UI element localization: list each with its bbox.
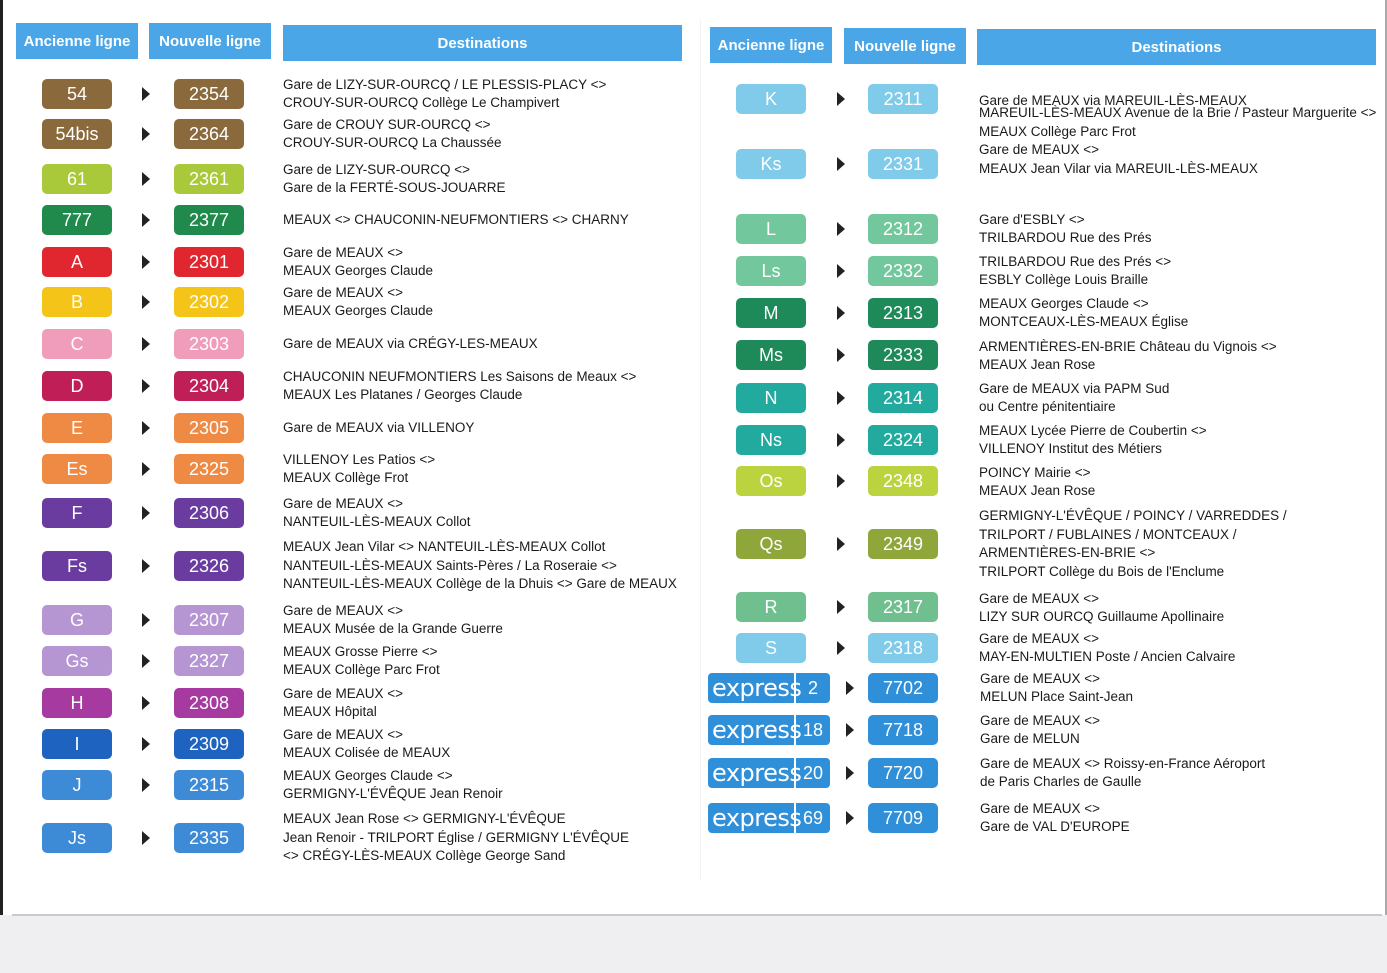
arrow-icon xyxy=(142,506,150,520)
new-line-badge: 2314 xyxy=(868,383,938,413)
new-line-badge: 2326 xyxy=(174,551,244,581)
old-line-badge: R xyxy=(736,592,806,622)
old-line-badge: B xyxy=(42,287,112,317)
destination xyxy=(283,368,636,405)
arrow-icon xyxy=(846,811,854,825)
new-line-badge: 7709 xyxy=(868,803,938,833)
destination-line: ou Centre pénitentiaire xyxy=(979,399,1116,414)
arrow-icon xyxy=(846,681,854,695)
arrow-icon xyxy=(837,92,845,106)
destination-line: NANTEUIL-LÈS-MEAUX Collège de la Dhuis <> Gare de MEAUX xyxy=(283,576,677,592)
destination-line: MEAUX Musée de la Grande Guerre xyxy=(283,621,503,636)
destination-line: Gare de MELUN xyxy=(980,731,1080,746)
new-line-badge: 2325 xyxy=(174,454,244,484)
destination-line: MEAUX Collège Parc Frot xyxy=(979,123,1136,139)
destination-line: Gare de MEAUX <> xyxy=(980,800,1101,816)
new-line-badge: 2332 xyxy=(868,256,938,286)
old-line-badge: Ns xyxy=(736,425,806,455)
destination-line: Gare de MEAUX <> xyxy=(980,670,1101,686)
arrow-icon xyxy=(837,474,845,488)
destination-line: Gare de MEAUX via MAREUIL-LÈS-MEAUX xyxy=(979,92,1247,108)
destination-line: MEAUX Georges Claude <> xyxy=(283,767,453,783)
destination-line: MEAUX Georges Claude xyxy=(283,263,434,278)
express-label: express xyxy=(712,759,802,787)
destination-line: Gare de MEAUX via VILLENOY xyxy=(283,419,475,435)
new-line-badge: 2315 xyxy=(174,770,244,800)
express-line-badge xyxy=(708,673,830,703)
old-line-badge: Ks xyxy=(736,149,806,179)
arrow-icon xyxy=(837,264,845,278)
destination-line: MEAUX Georges Claude xyxy=(283,303,434,318)
destination xyxy=(283,643,440,680)
destination xyxy=(979,380,1169,417)
destination xyxy=(283,211,629,230)
old-line-badge: I xyxy=(42,729,112,759)
old-line-badge: Js xyxy=(42,823,112,853)
new-line-badge: 2331 xyxy=(868,149,938,179)
destination-line: Gare de MEAUX <> xyxy=(979,142,1100,157)
destination xyxy=(283,685,403,722)
arrow-icon xyxy=(142,295,150,309)
arrow-icon xyxy=(142,421,150,435)
arrow-icon xyxy=(837,433,845,447)
destination xyxy=(979,338,1277,375)
new-line-badge: 7702 xyxy=(868,673,938,703)
old-line-badge: 54 xyxy=(42,79,112,109)
express-line-badge xyxy=(708,715,830,745)
express-label: express xyxy=(712,674,802,702)
old-line-badge: A xyxy=(42,247,112,277)
destination-line: Gare de LIZY-SUR-OURCQ / LE PLESSIS-PLACY <> xyxy=(283,76,607,92)
destination-line: TRILBARDOU Rue des Prés <> xyxy=(979,253,1172,269)
destination-line: MEAUX Jean Vilar via MAREUIL-LÈS-MEAUX xyxy=(979,160,1258,176)
destination-line: CROUY-SUR-OURCQ Collège Le Champivert xyxy=(283,95,560,110)
arrow-icon xyxy=(837,348,845,362)
destination-line: Gare de MEAUX <> xyxy=(283,495,404,511)
new-line-badge: 2318 xyxy=(868,633,938,663)
destination-line: Gare de MEAUX <> xyxy=(283,726,404,742)
destination-line: Gare de MEAUX via CRÉGY-LES-MEAUX xyxy=(283,335,538,351)
new-line-badge: 2302 xyxy=(174,287,244,317)
arrow-icon xyxy=(142,127,150,141)
destination xyxy=(283,767,503,804)
destination-line: CROUY-SUR-OURCQ La Chaussée xyxy=(283,135,502,150)
destination xyxy=(283,810,629,866)
arrow-icon xyxy=(142,255,150,269)
bottom-divider xyxy=(12,914,1382,916)
new-line-badge: 2377 xyxy=(174,205,244,235)
destination-line: MEAUX Collège Parc Frot xyxy=(283,662,440,677)
destination xyxy=(980,670,1133,707)
destination xyxy=(979,464,1095,501)
new-line-badge: 2364 xyxy=(174,119,244,149)
destination-line: VILLENOY Les Patios <> xyxy=(283,451,436,467)
new-line-badge: 2361 xyxy=(174,164,244,194)
old-line-badge: D xyxy=(42,371,112,401)
destination-line: ARMENTIÈRES-EN-BRIE <> xyxy=(979,545,1156,560)
destination xyxy=(283,335,538,354)
destination-line: GERMIGNY-L'ÉVÊQUE / POINCY / VARREDDES / xyxy=(979,508,1287,523)
new-line-badge: 2311 xyxy=(868,84,938,114)
destination xyxy=(979,630,1235,667)
new-line-badge: 2308 xyxy=(174,688,244,718)
arrow-icon xyxy=(837,600,845,614)
old-line-badge: E xyxy=(42,413,112,443)
destination-line: MELUN Place Saint-Jean xyxy=(980,689,1134,704)
header-old-line-left: Ancienne ligne xyxy=(16,23,138,59)
destination-line: MEAUX Lycée Pierre de Coubertin <> xyxy=(979,422,1207,438)
destination-line: MEAUX Jean Rose xyxy=(979,357,1096,372)
destination xyxy=(979,104,1376,178)
arrow-icon xyxy=(142,337,150,351)
destination-line: Gare de MEAUX <> xyxy=(283,284,404,300)
old-line-badge: 61 xyxy=(42,164,112,194)
destination-line: TRILPORT / FUBLAINES / MONTCEAUX / xyxy=(979,526,1237,542)
scan-edge-left xyxy=(0,0,3,973)
destination-line: MEAUX Hôpital xyxy=(283,704,377,719)
destination-line: ESBLY Collège Louis Braille xyxy=(979,272,1149,287)
arrow-icon xyxy=(837,222,845,236)
destination-line: ARMENTIÈRES-EN-BRIE Château du Vignois <> xyxy=(979,338,1277,354)
new-line-badge: 2333 xyxy=(868,340,938,370)
arrow-icon xyxy=(142,696,150,710)
arrow-icon xyxy=(837,537,845,551)
destination xyxy=(283,602,503,639)
destination-line: Gare de LIZY-SUR-OURCQ <> xyxy=(283,161,471,177)
arrow-icon xyxy=(837,641,845,655)
destination-line: TRILBARDOU Rue des Prés xyxy=(979,230,1152,245)
destination-line: MEAUX Jean Vilar <> NANTEUIL-LÈS-MEAUX Collot xyxy=(283,539,606,555)
destination-line: TRILPORT Collège du Bois de l'Enclume xyxy=(979,563,1225,579)
express-line-badge xyxy=(708,758,830,788)
destination-line: Gare de MEAUX <> xyxy=(283,244,404,260)
destination xyxy=(283,726,450,763)
bottom-margin xyxy=(0,915,1387,973)
new-line-badge: 7720 xyxy=(868,758,938,788)
arrow-icon xyxy=(142,379,150,393)
destination xyxy=(283,161,506,198)
new-line-badge: 2306 xyxy=(174,498,244,528)
destination-line: MAREUIL-LÈS-MEAUX Avenue de la Brie / Pasteur Marguerite <> xyxy=(979,105,1377,120)
arrow-icon xyxy=(142,654,150,668)
destination-line: MEAUX Colisée de MEAUX xyxy=(283,745,451,760)
destination xyxy=(979,295,1188,332)
old-line-badge: Fs xyxy=(42,551,112,581)
old-line-badge: 777 xyxy=(42,205,112,235)
destination xyxy=(980,712,1100,749)
destination-line: Gare de MEAUX <> xyxy=(283,602,404,618)
destination xyxy=(283,76,606,113)
new-line-badge: 2301 xyxy=(174,247,244,277)
destination-line: MEAUX Jean Rose <> GERMIGNY-L'ÉVÊQUE xyxy=(283,811,566,827)
new-line-badge: 2324 xyxy=(868,425,938,455)
destination xyxy=(283,284,433,321)
destination-line: NANTEUIL-LÈS-MEAUX Saints-Pères / La Roseraie <> xyxy=(283,557,617,573)
arrow-icon xyxy=(142,462,150,476)
old-line-badge: J xyxy=(42,770,112,800)
old-line-badge: C xyxy=(42,329,112,359)
arrow-icon xyxy=(142,737,150,751)
new-line-badge: 2335 xyxy=(174,823,244,853)
new-line-badge: 2354 xyxy=(174,79,244,109)
arrow-icon xyxy=(142,778,150,792)
destination-line: Gare d'ESBLY <> xyxy=(979,211,1085,227)
destination xyxy=(979,211,1152,248)
express-number: 18 xyxy=(794,715,830,745)
destination xyxy=(283,244,433,281)
new-line-badge: 2348 xyxy=(868,466,938,496)
destination-line: LIZY SUR OURCQ Guillaume Apollinaire xyxy=(979,609,1225,624)
old-line-badge: Es xyxy=(42,454,112,484)
new-line-badge: 2309 xyxy=(174,729,244,759)
header-new-line-left: Nouvelle ligne xyxy=(149,23,271,59)
express-label: express xyxy=(712,716,802,744)
destination xyxy=(979,422,1207,459)
express-number: 20 xyxy=(794,758,830,788)
old-line-badge: M xyxy=(736,298,806,328)
page-fold xyxy=(700,20,701,880)
header-destinations-right: Destinations xyxy=(977,29,1376,65)
new-line-badge: 7718 xyxy=(868,715,938,745)
destination-line: NANTEUIL-LÈS-MEAUX Collot xyxy=(283,514,471,529)
destination xyxy=(283,538,677,594)
old-line-badge: H xyxy=(42,688,112,718)
arrow-icon xyxy=(837,306,845,320)
old-line-badge: G xyxy=(42,605,112,635)
header-old-line-right: Ancienne ligne xyxy=(710,27,832,63)
destination-line: Gare de MEAUX <> xyxy=(979,630,1100,646)
destination xyxy=(979,590,1224,627)
old-line-badge: Os xyxy=(736,466,806,496)
destination-line: MAY-EN-MULTIEN Poste / Ancien Calvaire xyxy=(979,649,1236,664)
old-line-badge: S xyxy=(736,633,806,663)
destination-line: POINCY Mairie <> xyxy=(979,464,1091,480)
old-line-badge: Gs xyxy=(42,646,112,676)
old-line-badge: Qs xyxy=(736,529,806,559)
destination xyxy=(980,800,1130,837)
arrow-icon xyxy=(846,766,854,780)
new-line-badge: 2305 xyxy=(174,413,244,443)
destination xyxy=(980,755,1265,792)
destination-line: Gare de MEAUX <> xyxy=(283,685,404,701)
arrow-icon xyxy=(846,723,854,737)
old-line-badge: L xyxy=(736,214,806,244)
new-line-badge: 2313 xyxy=(868,298,938,328)
destination xyxy=(283,451,435,488)
arrow-icon xyxy=(837,391,845,405)
new-line-badge: 2327 xyxy=(174,646,244,676)
old-line-badge: N xyxy=(736,383,806,413)
destination-line: Gare de MEAUX <> Roissy-en-France Aéroport xyxy=(980,755,1266,771)
destination-line: Jean Renoir - TRILPORT Église / GERMIGNY L'ÉVÊQUE xyxy=(283,829,629,845)
arrow-icon xyxy=(142,559,150,573)
destination-line: MEAUX Les Platanes / Georges Claude xyxy=(283,387,523,402)
new-line-badge: 2312 xyxy=(868,214,938,244)
destination-line: MEAUX Jean Rose xyxy=(979,483,1096,498)
header-new-line-right: Nouvelle ligne xyxy=(844,28,966,64)
destination-line: Gare de la FERTÉ-SOUS-JOUARRE xyxy=(283,180,506,195)
destination xyxy=(283,495,471,532)
express-number: 2 xyxy=(794,673,830,703)
arrow-icon xyxy=(142,172,150,186)
destination xyxy=(283,419,474,438)
new-line-badge: 2304 xyxy=(174,371,244,401)
destination-line: MEAUX Grosse Pierre <> xyxy=(283,643,438,659)
old-line-badge: 54bis xyxy=(42,119,112,149)
destination-line: MEAUX Collège Frot xyxy=(283,470,409,485)
old-line-badge: Ms xyxy=(736,340,806,370)
express-label: express xyxy=(712,804,802,832)
express-line-badge xyxy=(708,803,830,833)
new-line-badge: 2303 xyxy=(174,329,244,359)
destination-line: MEAUX <> CHAUCONIN-NEUFMONTIERS <> CHARNY xyxy=(283,211,629,227)
destination xyxy=(283,116,502,153)
destination-line: GERMIGNY-L'ÉVÊQUE Jean Renoir xyxy=(283,786,503,801)
header-destinations-left: Destinations xyxy=(283,25,682,61)
destination-line: CHAUCONIN NEUFMONTIERS Les Saisons de Meaux <> xyxy=(283,368,637,384)
destination-line: Gare de CROUY SUR-OURCQ <> xyxy=(283,116,491,132)
destination-line: Gare de MEAUX <> xyxy=(980,712,1101,728)
destination-line: MEAUX Georges Claude <> xyxy=(979,295,1149,311)
destination xyxy=(979,507,1287,581)
arrow-icon xyxy=(837,157,845,171)
destination-line: MONTCEAUX-LÈS-MEAUX Église xyxy=(979,314,1189,329)
destination-line: de Paris Charles de Gaulle xyxy=(980,774,1142,789)
destination-line: Gare de MEAUX <> xyxy=(979,590,1100,606)
new-line-badge: 2317 xyxy=(868,592,938,622)
arrow-icon xyxy=(142,213,150,227)
destination-line: <> CRÉGY-LÈS-MEAUX Collège George Sand xyxy=(283,848,566,864)
new-line-badge: 2349 xyxy=(868,529,938,559)
express-number: 69 xyxy=(794,803,830,833)
destination-line: Gare de MEAUX via PAPM Sud xyxy=(979,380,1170,396)
arrow-icon xyxy=(142,613,150,627)
arrow-icon xyxy=(142,831,150,845)
old-line-badge: F xyxy=(42,498,112,528)
destination xyxy=(979,253,1171,290)
destination-line: VILLENOY Institut des Métiers xyxy=(979,441,1162,456)
old-line-badge: K xyxy=(736,84,806,114)
old-line-badge: Ls xyxy=(736,256,806,286)
destination-line: Gare de VAL D'EUROPE xyxy=(980,819,1130,834)
arrow-icon xyxy=(142,87,150,101)
new-line-badge: 2307 xyxy=(174,605,244,635)
